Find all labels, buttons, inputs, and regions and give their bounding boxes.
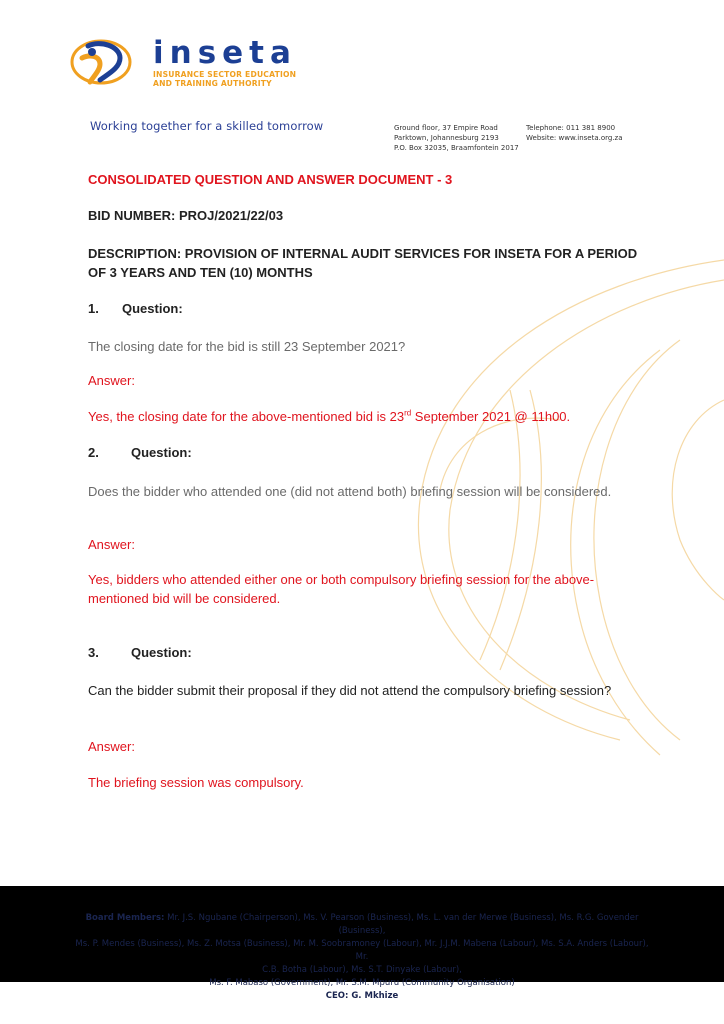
answer-text-part: September 2021 @ 11h00.: [411, 409, 571, 424]
question-text-3: Can the bidder submit their proposal if they did not attend the compulsory briefing session?: [88, 683, 612, 698]
board-line: Ms. P. Mendes (Business), Ms. Z. Motsa (Business), Mr. M. Soobramoney (Labour), Mr. J.J.M. Mabena (Labour), Ms. S.A. Anders (Labour), Mr.: [75, 939, 649, 962]
description: [88, 244, 668, 282]
answer-text-2: [88, 570, 688, 608]
board-members-label: Board Members:: [85, 913, 165, 923]
answer-label-1: Answer:: [88, 373, 135, 388]
website-link[interactable]: Website: www.inseta.org.za: [526, 134, 623, 142]
description-line: OF 3 YEARS AND TEN (10) MONTHS: [88, 265, 313, 280]
document-title: CONSOLIDATED QUESTION AND ANSWER DOCUMENT - 3: [88, 172, 453, 187]
brand-subtitle-line2: AND TRAINING AUTHORITY: [153, 79, 272, 88]
board-members-footer: [70, 912, 654, 1003]
contact-block: [526, 123, 623, 143]
question-heading-1: [88, 301, 183, 316]
answer-text-3: The briefing session was compulsory.: [88, 775, 304, 790]
inseta-logo-icon: [70, 38, 132, 86]
answer-text-part: Yes, the closing date for the above-mentioned bid is 23: [88, 409, 405, 424]
brand-subtitle-line1: INSURANCE SECTOR EDUCATION: [153, 70, 297, 79]
brand-block: [153, 36, 297, 88]
question-label: Question:: [131, 645, 192, 660]
question-text-2: Does the bidder who attended one (did not attend both) briefing session will be considered.: [88, 484, 612, 499]
address-line: Parktown, Johannesburg 2193: [394, 134, 499, 142]
answer-label-3: Answer:: [88, 739, 135, 754]
address-line: Ground floor, 37 Empire Road: [394, 124, 498, 132]
question-number: 1.: [88, 301, 99, 316]
board-line: Ms. F. Mabaso (Government), Mr. S.M. Mpuru (Community Organisation): [209, 978, 515, 988]
answer-line: Yes, bidders who attended either one or both compulsory briefing session for the above-: [88, 572, 595, 587]
question-heading-3: [88, 645, 192, 660]
bid-number: BID NUMBER: PROJ/2021/22/03: [88, 208, 284, 223]
ceo-line: CEO: G. Mkhize: [325, 991, 399, 1001]
question-number: 3.: [88, 645, 99, 660]
address-block: [394, 123, 519, 153]
answer-line: mentioned bid will be considered.: [88, 591, 281, 606]
question-label: Question:: [131, 445, 192, 460]
description-line: DESCRIPTION: PROVISION OF INTERNAL AUDIT SERVICES FOR INSETA FOR A PERIOD: [88, 246, 638, 261]
question-heading-2: [88, 445, 192, 460]
answer-superscript: rd: [404, 408, 412, 418]
question-label: Question:: [122, 301, 183, 316]
answer-text-1: [88, 407, 648, 426]
answer-label-2: Answer:: [88, 537, 135, 552]
address-line: P.O. Box 32035, Braamfontein 2017: [394, 144, 519, 152]
brand-name: inseta: [153, 35, 297, 71]
question-text-1: The closing date for the bid is still 23 September 2021?: [88, 339, 406, 354]
board-line: C.B. Botha (Labour), Ms. S.T. Dinyake (Labour),: [262, 965, 462, 975]
question-number: 2.: [88, 445, 99, 460]
tagline: Working together for a skilled tomorrow: [90, 119, 324, 133]
telephone: Telephone: 011 381 8900: [526, 124, 616, 132]
board-line: Mr. J.S. Ngubane (Chairperson), Ms. V. Pearson (Business), Ms. L. van der Merwe (Business), Ms. R.G. Govender (Business),: [164, 913, 639, 936]
